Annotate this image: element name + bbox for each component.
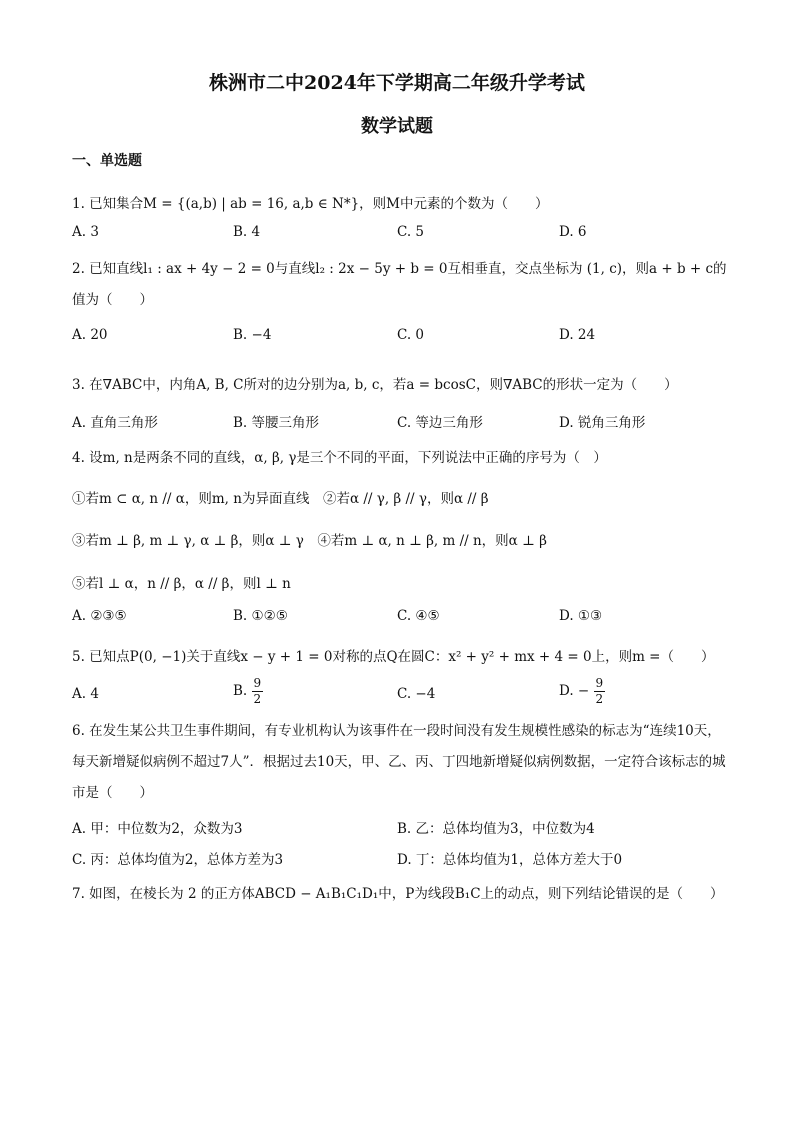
fraction-denominator: 2 xyxy=(253,692,262,706)
question-5-option-b-fraction xyxy=(252,676,264,707)
question-6-option-c: C. 丙：总体均值为2，总体方差为3 xyxy=(72,852,284,868)
question-2-option-c: C. 0 xyxy=(397,327,425,343)
question-2-option-b: B. −4 xyxy=(233,327,272,343)
page-subtitle: 数学试题 xyxy=(361,116,433,137)
question-2-option-d: D. 24 xyxy=(559,327,596,343)
fraction-numerator: 9 xyxy=(595,676,604,690)
question-1-option-c: C. 5 xyxy=(397,224,425,240)
question-4-statement-2: ③若m ⊥ β, m ⊥ γ, α ⊥ β，则α ⊥ γ ④若m ⊥ α, n ⊥ β, m // n，则α ⊥ β xyxy=(72,533,547,549)
question-1-stem: 1. 已知集合M = {(a,b) | ab = 16, a,b ∈ N*}，则M中元素的个数为（ ） xyxy=(72,196,549,212)
question-3-option-b: B. 等腰三角形 xyxy=(233,415,320,431)
question-3-stem: 3. 在∇ABC中，内角A, B, C所对的边分别为a, b, c，若a = bcosC，则∇ABC的形状一定为（ ） xyxy=(72,377,678,393)
fraction-denominator: 2 xyxy=(595,692,604,706)
question-4-option-a: A. ②③⑤ xyxy=(72,608,127,624)
section-heading: 一、单选题 xyxy=(72,153,142,169)
page-title: 株洲市二中2024年下学期高二年级升学考试 xyxy=(209,72,585,94)
question-5-option-c: C. −4 xyxy=(397,686,436,702)
question-5-option-b-label: B. xyxy=(233,683,248,699)
question-4-statement-3: ⑤若l ⊥ α，n // β，α // β，则l ⊥ n xyxy=(72,576,291,592)
question-3-option-c: C. 等边三角形 xyxy=(397,415,483,431)
question-5-option-a: A. 4 xyxy=(72,686,99,702)
question-6-stem: 6. 在发生某公共卫生事件期间，有专业机构认为该事件在一段时间没有发生规模性感染的标志为“连续10天，每天新增疑似病例不超过7人”．根据过去10天，甲、乙、丙、丁四地新增疑似病例数据，一定符合该标志的城市是（ ） xyxy=(72,723,726,801)
question-5-option-d-label: D. − xyxy=(559,683,590,699)
question-1-option-b: B. 4 xyxy=(233,224,261,240)
fraction-numerator: 9 xyxy=(253,676,262,690)
question-5-option-b xyxy=(233,676,263,707)
question-4-option-c: C. ④⑤ xyxy=(397,608,440,624)
question-2-stem: 2. 已知直线l₁ : ax + 4y − 2 = 0与直线l₂ : 2x − 5y + b = 0互相垂直，交点坐标为 (1, c)，则a + b + c的值为（ ） xyxy=(72,261,727,308)
question-5-option-d-fraction xyxy=(594,676,606,707)
question-4-statement-1: ①若m ⊂ α, n // α，则m, n为异面直线 ②若α // γ, β // γ，则α // β xyxy=(72,491,489,507)
question-7-stem: 7. 如图，在棱长为 2 的正方体ABCD − A₁B₁C₁D₁中，P为线段B₁C上的动点，则下列结论错误的是（ ） xyxy=(72,886,724,902)
question-6-option-a: A. 甲：中位数为2，众数为3 xyxy=(72,821,243,837)
question-1-option-a: A. 3 xyxy=(72,224,99,240)
question-4-option-b: B. ①②⑤ xyxy=(233,608,288,624)
question-3-option-d: D. 锐角三角形 xyxy=(559,415,646,431)
question-1-option-d: D. 6 xyxy=(559,224,587,240)
question-5-stem: 5. 已知点P(0, −1)关于直线x − y + 1 = 0对称的点Q在圆C：x² + y² + mx + 4 = 0上，则m =（ ） xyxy=(72,649,715,665)
question-5-option-d xyxy=(559,676,605,707)
question-3-option-a: A. 直角三角形 xyxy=(72,415,158,431)
question-4-option-d: D. ①③ xyxy=(559,608,603,624)
question-6-option-d: D. 丁：总体均值为1，总体方差大于0 xyxy=(397,852,623,868)
question-6-option-b: B. 乙：总体均值为3，中位数为4 xyxy=(397,821,595,837)
question-2-option-a: A. 20 xyxy=(72,327,108,343)
question-4-stem: 4. 设m, n是两条不同的直线，α, β, γ是三个不同的平面，下列说法中正确的序号为（ ） xyxy=(72,450,607,466)
